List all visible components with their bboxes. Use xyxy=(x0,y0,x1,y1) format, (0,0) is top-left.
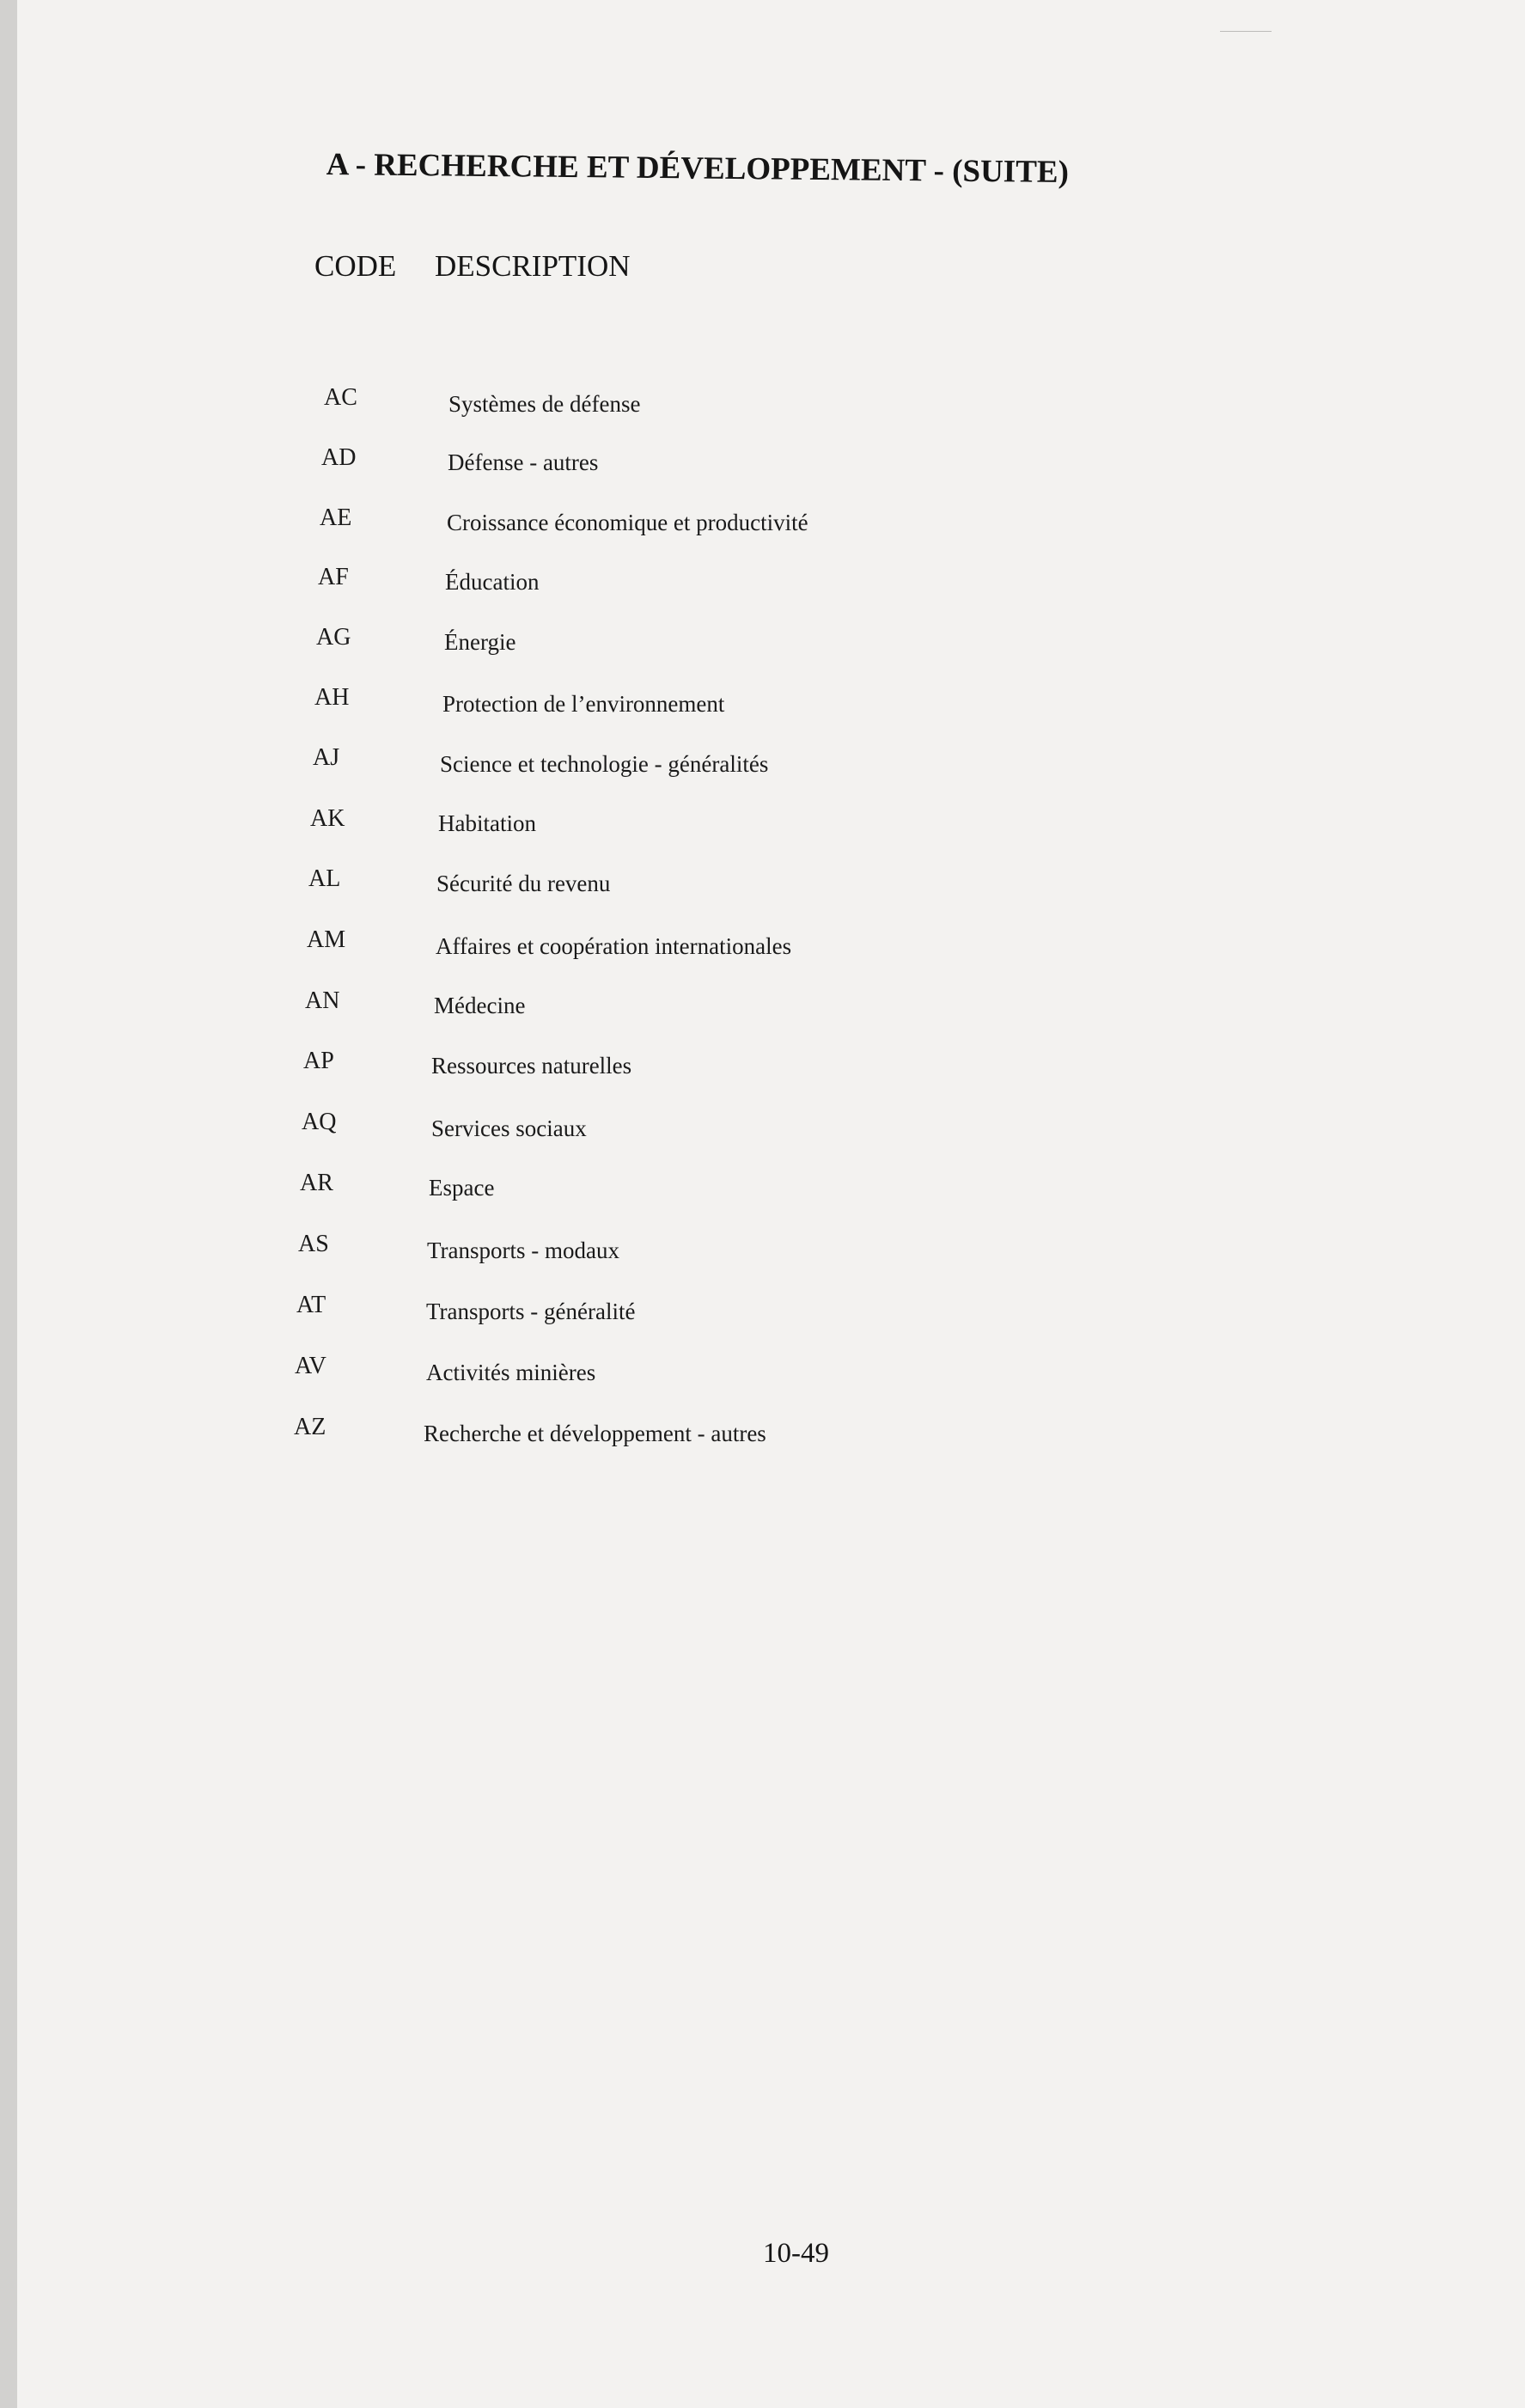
row-description: Recherche et développement - autres xyxy=(424,1421,766,1446)
row-code: AP xyxy=(303,1048,334,1074)
row-code: AL xyxy=(308,865,341,892)
row-description: Systèmes de défense xyxy=(448,391,641,417)
row-code: AC xyxy=(324,384,357,411)
row-description: Science et technologie - généralités xyxy=(440,751,769,777)
row-code: AV xyxy=(295,1353,326,1379)
row-description: Éducation xyxy=(445,569,540,595)
row-code: AQ xyxy=(302,1109,337,1135)
row-description: Ressources naturelles xyxy=(431,1053,632,1079)
row-description: Espace xyxy=(429,1175,495,1201)
row-code: AS xyxy=(298,1231,329,1257)
row-code: AJ xyxy=(313,744,340,771)
row-code: AE xyxy=(320,504,352,531)
row-code: AR xyxy=(300,1170,333,1196)
page-title: A - RECHERCHE ET DÉVELOPPEMENT - (SUITE) xyxy=(326,146,1070,191)
row-code: AT xyxy=(296,1292,326,1318)
row-description: Services sociaux xyxy=(431,1115,587,1141)
row-description: Transports - généralité xyxy=(426,1299,636,1324)
row-description: Sécurité du revenu xyxy=(436,871,611,896)
row-code: AN xyxy=(305,987,340,1014)
row-description: Énergie xyxy=(444,629,516,655)
code-column-header: CODE xyxy=(314,249,397,283)
row-description: Activités minières xyxy=(426,1360,596,1385)
row-code: AK xyxy=(310,805,345,832)
row-description: Transports - modaux xyxy=(427,1238,620,1263)
row-code: AG xyxy=(316,624,351,651)
document-page xyxy=(17,0,1525,2408)
row-code: AH xyxy=(314,684,350,711)
row-description: Habitation xyxy=(438,810,536,836)
row-description: Croissance économique et productivité xyxy=(447,510,808,535)
row-description: Médecine xyxy=(434,993,526,1018)
row-description: Affaires et coopération internationales xyxy=(436,933,792,959)
row-code: AZ xyxy=(294,1414,326,1440)
row-code: AD xyxy=(321,444,357,471)
description-column-header: DESCRIPTION xyxy=(435,249,631,283)
row-code: AM xyxy=(307,926,346,953)
row-code: AF xyxy=(318,564,349,590)
scan-mark xyxy=(1220,31,1272,32)
row-description: Protection de l’environnement xyxy=(442,691,725,717)
page-number: 10-49 xyxy=(763,2238,829,2269)
row-description: Défense - autres xyxy=(448,449,599,475)
